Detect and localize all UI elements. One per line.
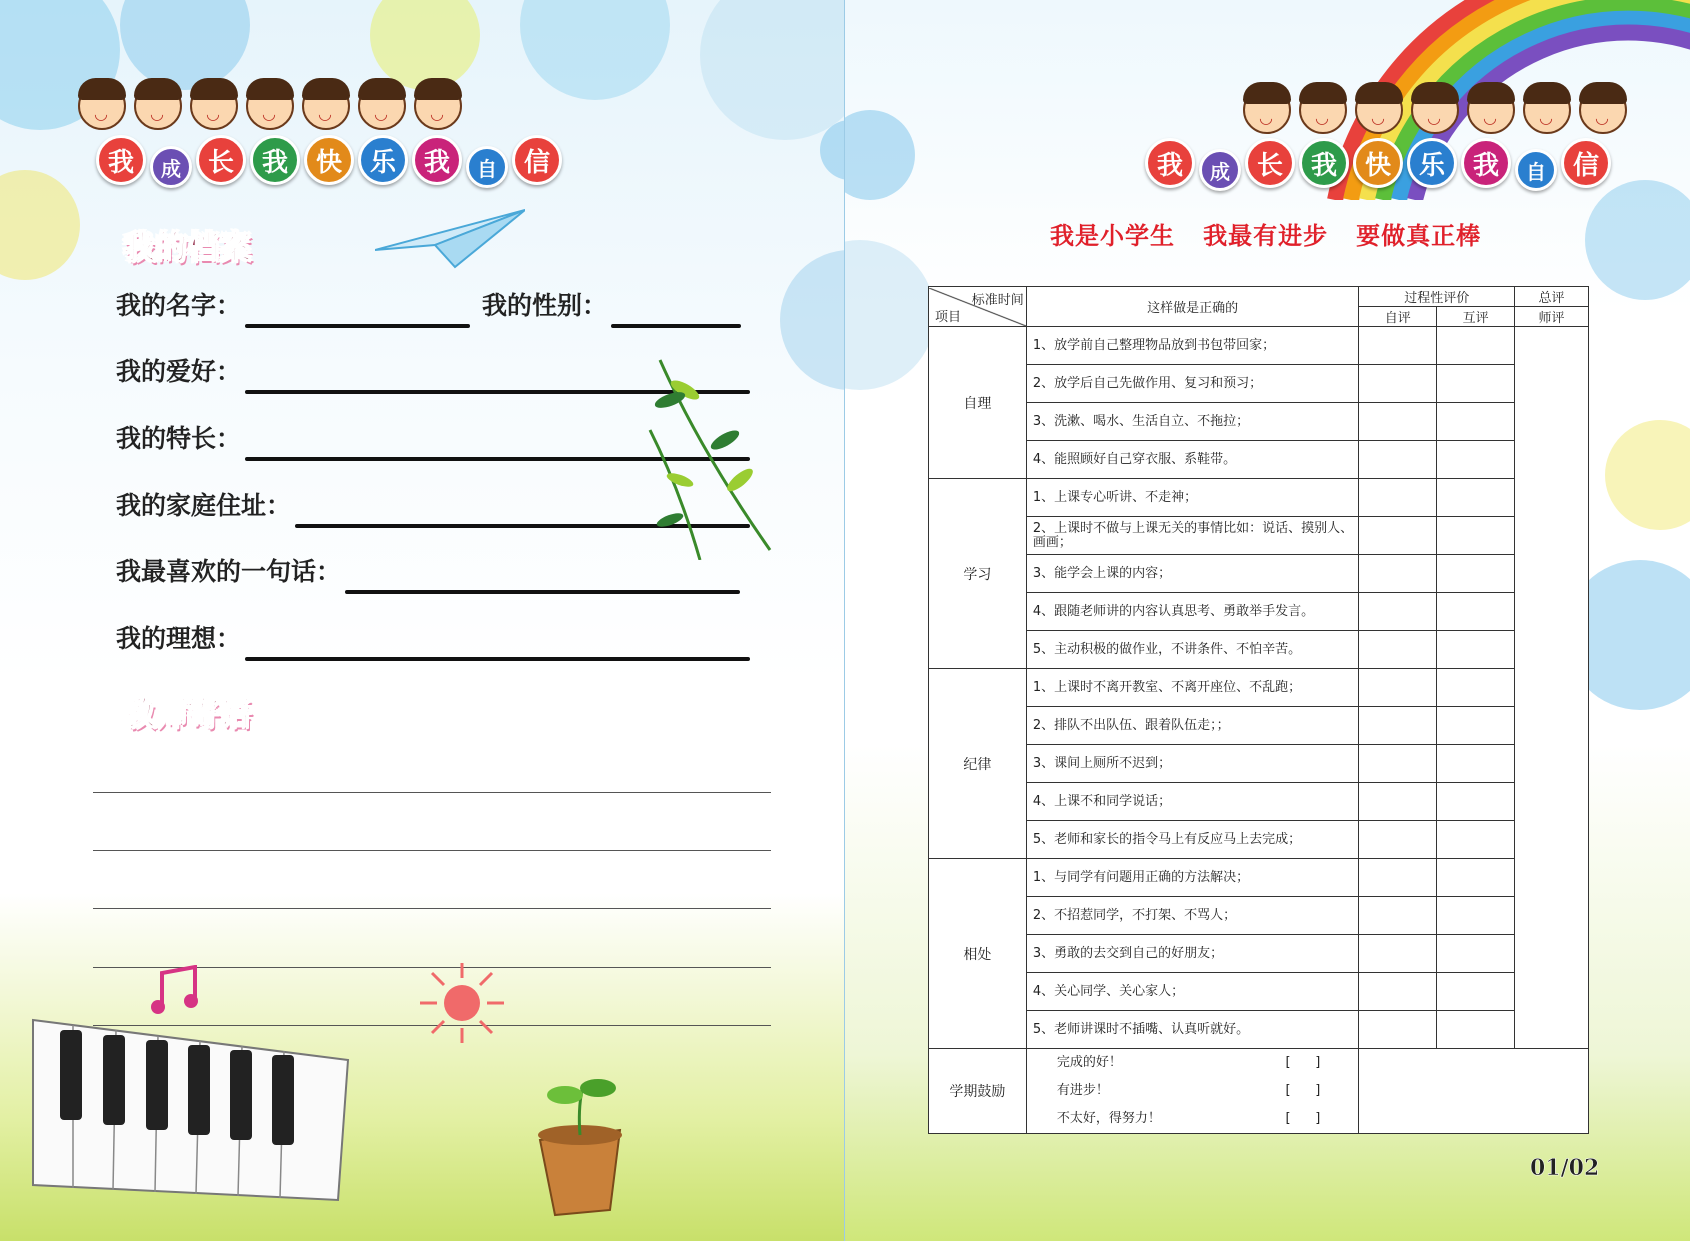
self-eval-header: 自评 xyxy=(1359,307,1437,327)
peer-eval-cell[interactable] xyxy=(1437,365,1515,403)
peer-eval-cell[interactable] xyxy=(1437,327,1515,365)
encouragement-options-cell xyxy=(1026,1049,1359,1134)
banner-char: 自 xyxy=(466,146,508,188)
banner-char: 快 xyxy=(1353,138,1403,188)
criterion-cell: 2、不招惹同学，不打架、不骂人； xyxy=(1026,897,1359,935)
message-line[interactable] xyxy=(93,908,771,909)
criterion-cell: 3、洗漱、喝水、生活自立、不拖拉； xyxy=(1026,403,1359,441)
banner-char: 自 xyxy=(1515,149,1557,191)
peer-eval-cell[interactable] xyxy=(1437,517,1515,555)
banner-char: 我 xyxy=(1145,138,1195,188)
peer-eval-cell[interactable] xyxy=(1437,593,1515,631)
peer-eval-cell[interactable] xyxy=(1437,1011,1515,1049)
criterion-cell: 4、关心同学、关心家人； xyxy=(1026,973,1359,1011)
criterion-cell: 1、与同学有问题用正确的方法解决； xyxy=(1026,859,1359,897)
hobby-label: 我的爱好： xyxy=(116,357,242,386)
self-eval-cell[interactable] xyxy=(1359,897,1437,935)
self-eval-cell[interactable] xyxy=(1359,821,1437,859)
process-eval-header: 过程性评价 xyxy=(1359,287,1515,307)
self-eval-cell[interactable] xyxy=(1359,441,1437,479)
self-eval-cell[interactable] xyxy=(1359,555,1437,593)
encouragement-row xyxy=(929,1049,1589,1134)
quote-label: 我最喜欢的一句话： xyxy=(116,557,342,586)
criterion-cell: 4、能照顾好自己穿衣服、系鞋带。 xyxy=(1026,441,1359,479)
encouragement-option-text: 完成的好！ xyxy=(1056,1055,1122,1070)
banner-char: 我 xyxy=(250,135,300,185)
criterion-cell: 2、上课时不做与上课无关的事情比如：说话、摸别人、画画； xyxy=(1026,517,1359,555)
name-label: 我的名字： xyxy=(116,291,242,320)
criterion-cell: 5、老师讲课时不插嘴、认真听就好。 xyxy=(1026,1011,1359,1049)
dream-label: 我的理想： xyxy=(116,624,242,653)
self-eval-cell[interactable] xyxy=(1359,859,1437,897)
corner-bottom-label: 项目 xyxy=(935,309,962,325)
peer-eval-cell[interactable] xyxy=(1437,783,1515,821)
category-cell: 学习 xyxy=(929,479,1027,669)
teacher-eval-header: 师评 xyxy=(1515,307,1589,327)
slogan-banner xyxy=(96,130,566,190)
profile-title: 我的档案 xyxy=(123,228,252,266)
peer-eval-cell[interactable] xyxy=(1437,821,1515,859)
banner-char: 长 xyxy=(1245,138,1295,188)
encouragement-blank-cell xyxy=(1359,1049,1589,1134)
page-number: 01/02 xyxy=(1530,1155,1600,1181)
category-cell: 纪律 xyxy=(929,669,1027,859)
self-eval-cell[interactable] xyxy=(1359,327,1437,365)
self-eval-cell[interactable] xyxy=(1359,973,1437,1011)
peer-eval-header: 互评 xyxy=(1437,307,1515,327)
peer-eval-cell[interactable] xyxy=(1437,935,1515,973)
gender-line xyxy=(611,324,741,328)
behavior-header: 这样做是正确的 xyxy=(1026,287,1359,327)
peer-eval-cell[interactable] xyxy=(1437,441,1515,479)
checkbox-bracket[interactable]: [ ] xyxy=(1285,1111,1321,1126)
table-row xyxy=(929,365,1589,403)
category-cell: 自理 xyxy=(929,327,1027,479)
address-label: 我的家庭住址： xyxy=(116,491,292,520)
overall-header: 总评 xyxy=(1515,287,1589,307)
self-eval-cell[interactable] xyxy=(1359,707,1437,745)
peer-eval-cell[interactable] xyxy=(1437,745,1515,783)
criterion-cell: 3、能学会上课的内容； xyxy=(1026,555,1359,593)
banner-char: 我 xyxy=(412,135,462,185)
peer-eval-cell[interactable] xyxy=(1437,897,1515,935)
corner-top-label: 标准时间 xyxy=(971,292,1024,308)
criterion-cell: 1、放学前自己整理物品放到书包带回家； xyxy=(1026,327,1359,365)
table-row xyxy=(929,517,1589,555)
banner-char: 成 xyxy=(150,146,192,188)
encouragement-option[interactable] xyxy=(1027,1077,1359,1105)
paper-plane-icon xyxy=(375,205,525,275)
sun-icon xyxy=(412,958,512,1048)
dream-field[interactable] xyxy=(116,619,750,655)
table-header-row xyxy=(929,287,1589,307)
table-row xyxy=(929,479,1589,517)
table-row xyxy=(929,821,1589,859)
table-row xyxy=(929,327,1589,365)
criterion-cell: 2、放学后自己先做作用、复习和预习； xyxy=(1026,365,1359,403)
table-row xyxy=(929,707,1589,745)
piano-keys-illustration xyxy=(28,1010,358,1210)
banner-char: 长 xyxy=(196,135,246,185)
table-row xyxy=(929,897,1589,935)
slogan-text: 我是小学生 我最有进步 要做真正棒 xyxy=(1050,222,1482,250)
peer-eval-cell[interactable] xyxy=(1437,707,1515,745)
encouragement-label: 学期鼓励 xyxy=(929,1049,1027,1134)
peer-eval-cell[interactable] xyxy=(1437,555,1515,593)
gender-label: 我的性别： xyxy=(482,291,608,320)
name-line xyxy=(245,324,470,328)
teacher-eval-cell[interactable] xyxy=(1515,327,1589,1049)
dream-line xyxy=(245,657,750,661)
banner-char: 我 xyxy=(96,135,146,185)
self-eval-cell[interactable] xyxy=(1359,517,1437,555)
name-field[interactable] xyxy=(116,286,470,322)
specialty-label: 我的特长： xyxy=(116,424,242,453)
peer-eval-cell[interactable] xyxy=(1437,859,1515,897)
teacher-message-title: 教师寄语 xyxy=(123,694,252,732)
banner-char: 我 xyxy=(1299,138,1349,188)
table-row xyxy=(929,973,1589,1011)
peer-eval-cell[interactable] xyxy=(1437,669,1515,707)
checkbox-bracket[interactable]: [ ] xyxy=(1285,1083,1321,1098)
diagonal-header xyxy=(929,288,1026,326)
criterion-cell: 2、排队不出队伍、跟着队伍走；； xyxy=(1026,707,1359,745)
banner-char: 信 xyxy=(1561,138,1611,188)
self-eval-cell[interactable] xyxy=(1359,669,1437,707)
self-eval-cell[interactable] xyxy=(1359,403,1437,441)
criterion-cell: 1、上课专心听讲、不走神； xyxy=(1026,479,1359,517)
gender-field[interactable] xyxy=(482,286,741,322)
slogan-banner xyxy=(1145,133,1615,193)
table-row xyxy=(929,859,1589,897)
plant-pot-illustration xyxy=(520,1070,640,1220)
table-row xyxy=(929,745,1589,783)
evaluation-table xyxy=(928,286,1589,1134)
criterion-cell: 1、上课时不离开教室、不离开座位、不乱跑； xyxy=(1026,669,1359,707)
table-row xyxy=(929,403,1589,441)
table-row xyxy=(929,783,1589,821)
encouragement-option-text: 不太好，得努力！ xyxy=(1056,1111,1161,1126)
criterion-cell: 5、主动积极的做作业，不讲条件、不怕辛苦。 xyxy=(1026,631,1359,669)
message-line[interactable] xyxy=(93,792,771,793)
table-row xyxy=(929,555,1589,593)
category-cell: 相处 xyxy=(929,859,1027,1049)
peer-eval-cell[interactable] xyxy=(1437,403,1515,441)
peer-eval-cell[interactable] xyxy=(1437,973,1515,1011)
self-eval-cell[interactable] xyxy=(1359,745,1437,783)
self-eval-cell[interactable] xyxy=(1359,631,1437,669)
table-row xyxy=(929,669,1589,707)
corner-header-cell xyxy=(929,287,1027,327)
message-line[interactable] xyxy=(93,850,771,851)
encouragement-option-text: 有进步！ xyxy=(1056,1083,1109,1098)
peer-eval-cell[interactable] xyxy=(1437,479,1515,517)
self-eval-cell[interactable] xyxy=(1359,1011,1437,1049)
quote-line xyxy=(345,590,740,594)
self-eval-cell[interactable] xyxy=(1359,479,1437,517)
self-eval-cell[interactable] xyxy=(1359,365,1437,403)
criterion-cell: 3、课间上厕所不迟到； xyxy=(1026,745,1359,783)
banner-char: 快 xyxy=(304,135,354,185)
criterion-cell: 5、老师和家长的指令马上有反应马上去完成； xyxy=(1026,821,1359,859)
banner-char: 成 xyxy=(1199,149,1241,191)
table-row xyxy=(929,631,1589,669)
banner-char: 乐 xyxy=(1407,138,1457,188)
criterion-cell: 4、跟随老师讲的内容认真思考、勇敢举手发言。 xyxy=(1026,593,1359,631)
criterion-cell: 4、上课不和同学说话； xyxy=(1026,783,1359,821)
encouragement-option[interactable] xyxy=(1027,1049,1359,1077)
peer-eval-cell[interactable] xyxy=(1437,631,1515,669)
table-row xyxy=(929,593,1589,631)
table-row xyxy=(929,1011,1589,1049)
encouragement-option[interactable] xyxy=(1027,1105,1359,1133)
banner-char: 我 xyxy=(1461,138,1511,188)
leaf-branch-icon xyxy=(640,350,780,560)
table-row xyxy=(929,935,1589,973)
banner-char: 信 xyxy=(512,135,562,185)
checkbox-bracket[interactable]: [ ] xyxy=(1285,1055,1321,1070)
criterion-cell: 3、勇敢的去交到自己的好朋友； xyxy=(1026,935,1359,973)
music-note-icon xyxy=(150,965,210,1015)
banner-char: 乐 xyxy=(358,135,408,185)
self-eval-cell[interactable] xyxy=(1359,593,1437,631)
self-eval-cell[interactable] xyxy=(1359,935,1437,973)
table-row xyxy=(929,441,1589,479)
self-eval-cell[interactable] xyxy=(1359,783,1437,821)
